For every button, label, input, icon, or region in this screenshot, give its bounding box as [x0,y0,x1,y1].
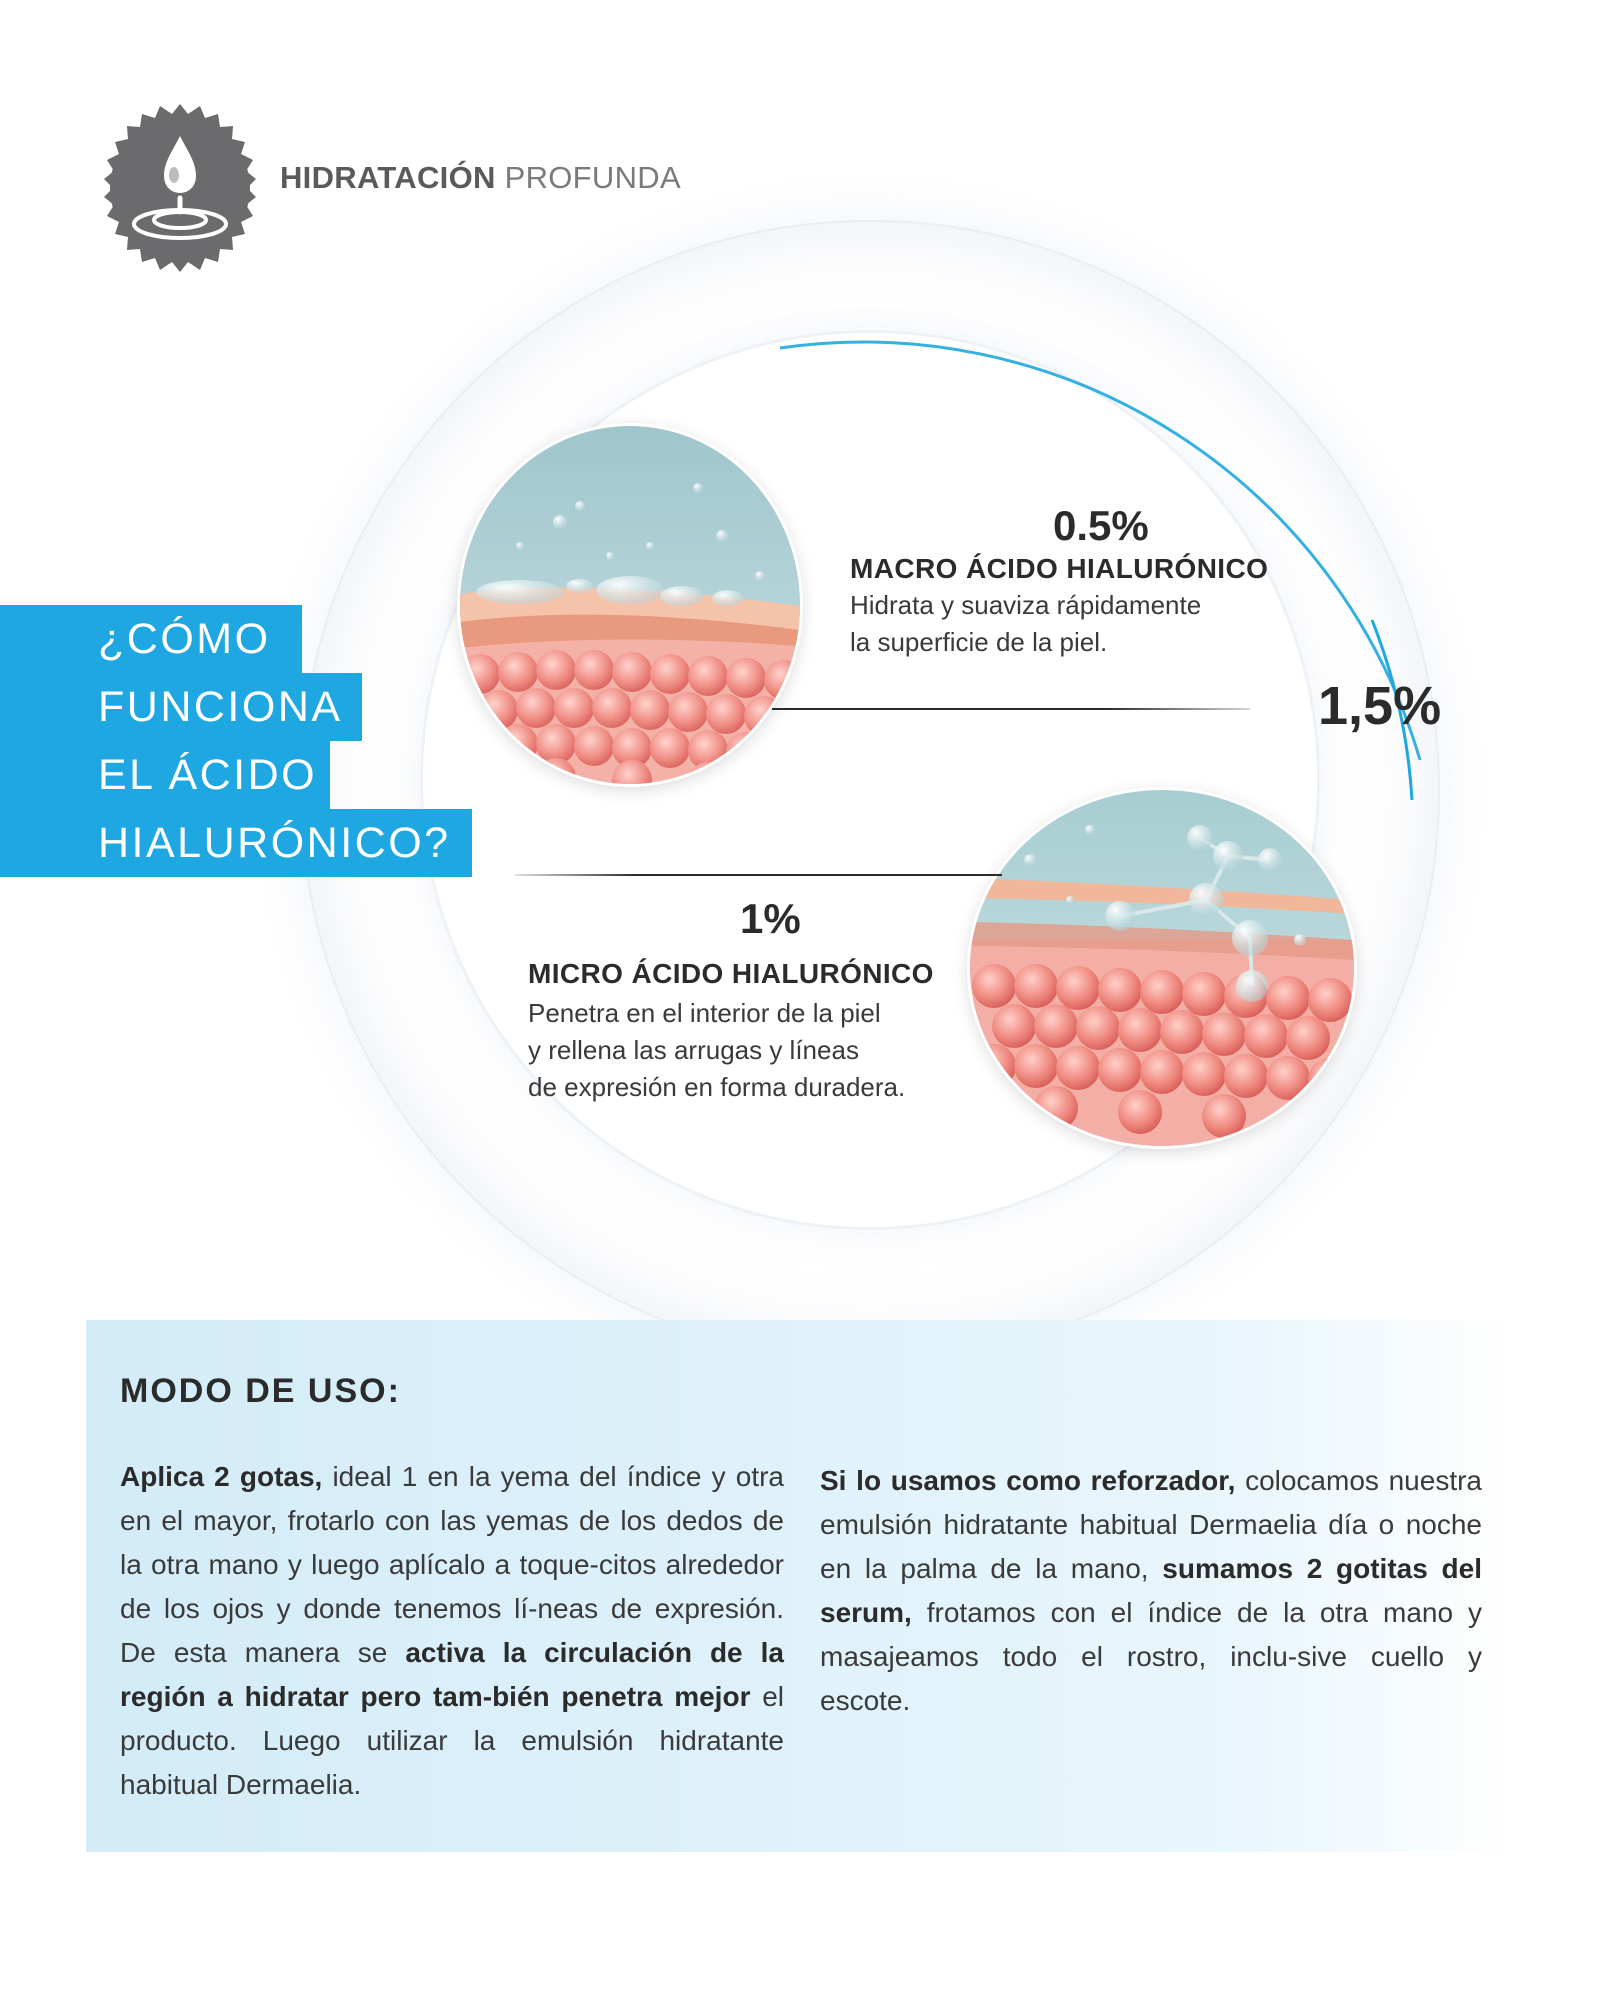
usage-left-bold-1: Aplica 2 gotas, [120,1461,323,1492]
micro-connector-line [515,874,1002,876]
water-drop-icon [92,100,268,276]
question-box [0,605,472,877]
question-line-1: ¿CÓMO [0,605,302,673]
macro-percent: 0.5% [1053,502,1149,549]
micro-desc-line: de expresión en forma duradera. [528,1072,906,1102]
usage-text-right [820,1459,1482,1723]
macro-acid-illustration [460,426,800,784]
micro-acid-illustration [970,790,1354,1146]
macro-title: MACRO ÁCIDO HIALURÓNICO [850,553,1269,584]
section-title-light: PROFUNDA [504,160,681,195]
micro-desc-line: Penetra en el interior de la piel [528,998,881,1028]
usage-right-text-2: frotamos con el índice de la otra mano y masajeamos todo el rostro, inclu-sive cuello y escote. [820,1597,1482,1716]
macro-desc-line: la superficie de la piel. [850,627,1108,657]
usage-left-text-1: ideal 1 en la yema del índice y otra en el mayor, frotarlo con las yemas de los dedos de la otra mano y luego aplícalo a toque-citos alrededor de los ojos y donde tenemos lí-neas de expresión. De esta manera se [120,1461,784,1668]
usage-panel [86,1320,1516,1852]
hydration-badge [92,100,268,276]
question-line-4: HIALURÓNICO? [0,809,472,877]
micro-percent: 1% [740,895,801,942]
macro-desc-line: Hidrata y suaviza rápidamente [850,590,1202,620]
total-percent: 1,5% [1318,676,1442,736]
question-line-2: FUNCIONA [0,673,362,741]
usage-right-bold-1: Si lo usamos como reforzador, [820,1465,1236,1496]
micro-desc-line: y rellena las arrugas y líneas [528,1035,859,1065]
usage-title: MODO DE USO: [120,1372,401,1410]
macro-description [850,587,1280,661]
section-title [280,160,681,196]
question-line-3: EL ÁCIDO [0,741,330,809]
section-title-strong: HIDRATACIÓN [280,160,496,195]
micro-description [528,995,968,1106]
usage-right-text-1: colocamos nuestra emulsión hidratante habitual Dermaelia día o noche en la palma de la mano, [820,1465,1482,1584]
usage-right-bold-2: sumamos 2 gotitas del serum, [820,1553,1482,1628]
usage-left-text-2: el producto. Luego utilizar la emulsión hidratante habitual Dermaelia. [120,1681,784,1800]
macro-connector-line [772,708,1250,710]
usage-text-left [120,1455,784,1807]
usage-left-bold-2: activa la circulación de la región a hidratar pero tam-bién penetra mejor [120,1637,784,1712]
micro-title: MICRO ÁCIDO HIALURÓNICO [528,958,934,989]
